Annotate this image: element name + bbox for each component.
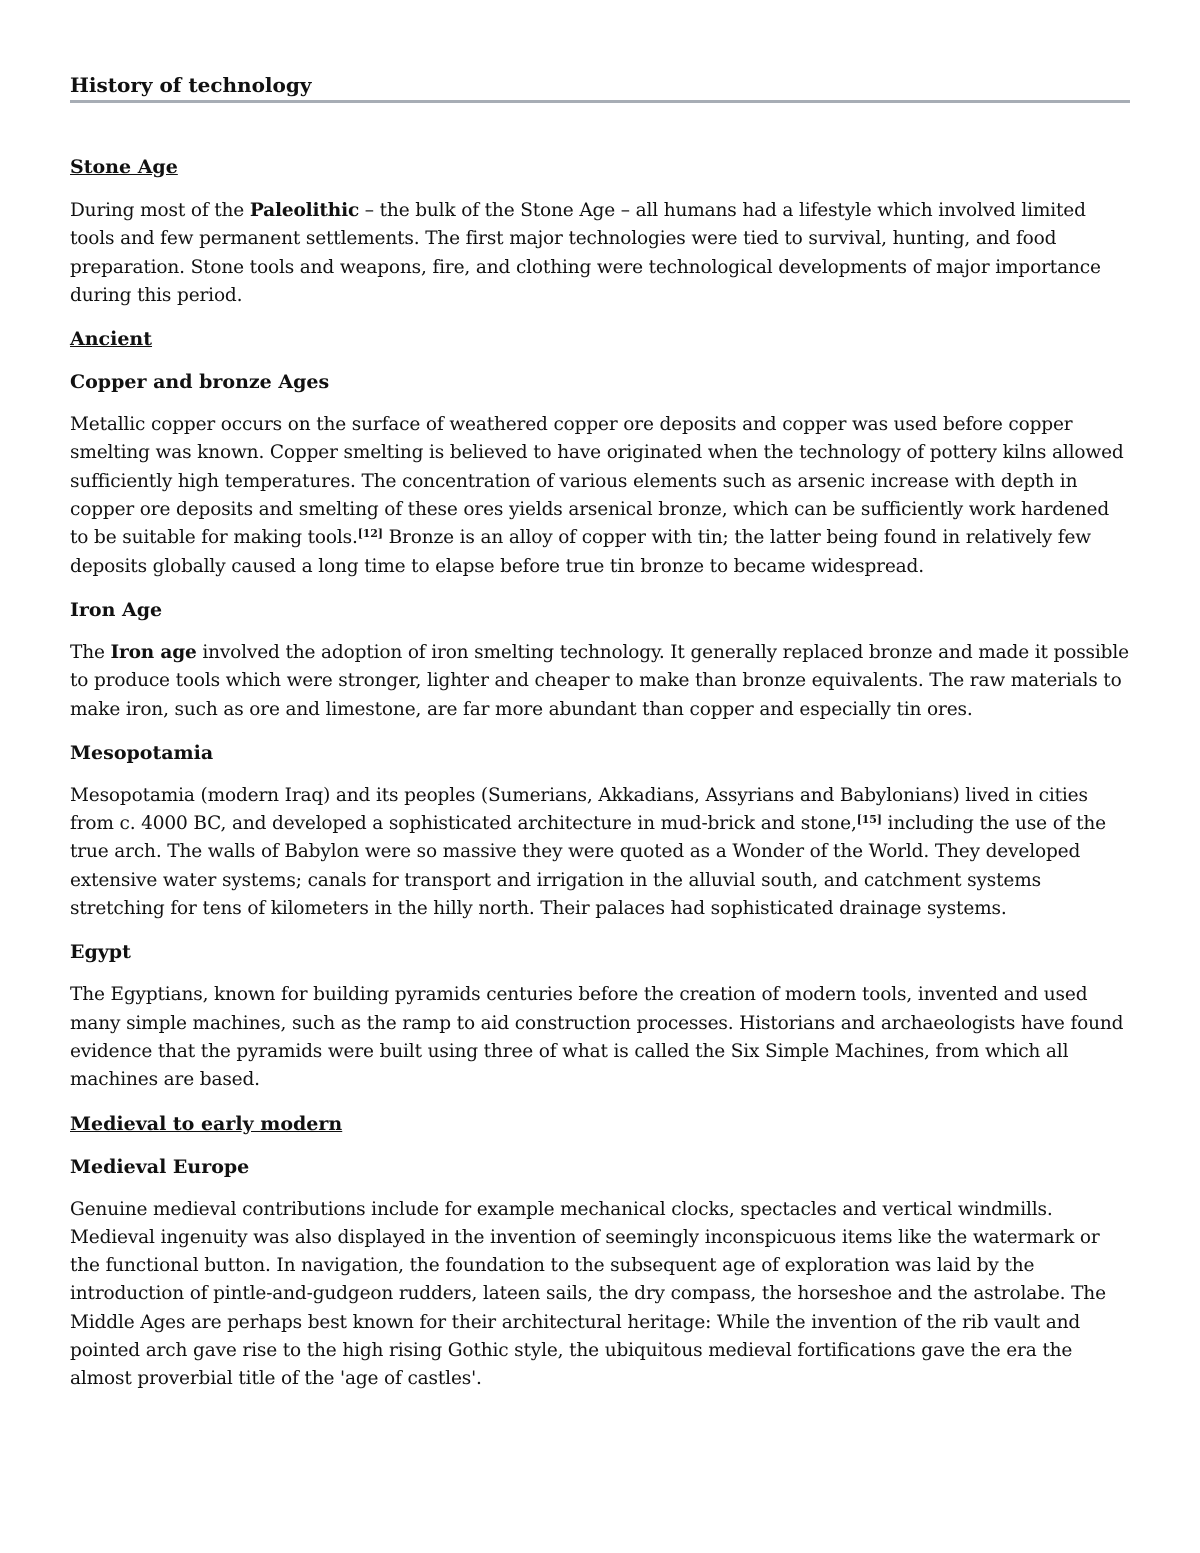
heading-iron-age: Iron Age xyxy=(70,598,163,621)
paragraph-mesopotamia xyxy=(70,782,1130,923)
paragraph-copper-bronze xyxy=(70,411,1130,581)
stone-age-text-end: – the bulk of the Stone Age – all humans had a lifestyle which involved limited tools and few permanent settlements. The first major technologies were tied to survival, hunting, and food preparation. Stone tools and weapons, fire, and clothing were technological developments of major importance during this period. xyxy=(70,200,1101,306)
iron-text-start: The xyxy=(70,641,111,663)
heading-mesopotamia: Mesopotamia xyxy=(70,741,214,764)
heading-copper-bronze: Copper and bronze Ages xyxy=(70,371,330,394)
iron-text-end: involved the adoption of iron smelting technology. It generally replaced bronze and made it possible to produce tools which were stronger, lighter and cheaper to make than bronze equivalents. The raw materials to make iron, such as ore and limestone, are far more abundant than copper and especially tin ores. xyxy=(70,641,1129,720)
paleolithic-term: Paleolithic xyxy=(249,200,360,221)
heading-medieval: Medieval to early modern xyxy=(70,1112,343,1135)
paragraph-stone-age xyxy=(70,197,1130,310)
paragraph-medieval-europe: Genuine medieval contributions include for example mechanical clocks, spectacles and vertical windmills. Medieval ingenuity was also displayed in the invention of seemingly inconspicuous items like the watermark or the functional button. In navigation, the foundation to the subsequent age of exploration was laid by the introduction of pintle-and-gudgeon rudders, lateen sails, the dry compass, the horseshoe and the astrolabe. The Middle Ages are perhaps best known for their architectural heritage: While the invention of the rib vault and pointed arch gave rise to the high rising Gothic style, the ubiquitous medieval fortifications gave the era the almost proverbial title of the 'age of castles'. xyxy=(70,1198,1106,1390)
mesopotamia-text-start: Mesopotamia (modern Iraq) and its peoples (Sumerians, Akkadians, Assyrians and Babylonians) lived in cities from c. 4000 BC, and developed a sophisticated architecture in mud-brick and stone, xyxy=(70,784,1088,835)
document-title: History of technology xyxy=(70,72,1130,103)
document-page xyxy=(70,72,1130,1394)
citation-ref-15[interactable]: [15] xyxy=(856,813,882,827)
paragraph-egypt: The Egyptians, known for building pyramids centuries before the creation of modern tools, invented and used many simple machines, such as the ramp to aid construction processes. Historians and archaeologists have found evidence that the pyramids were built using three of what is called the Six Simple Machines, from which all machines are based. xyxy=(70,984,1124,1091)
heading-egypt: Egypt xyxy=(70,941,131,964)
iron-age-term: Iron age xyxy=(110,641,197,663)
heading-ancient: Ancient xyxy=(70,328,153,351)
heading-stone-age: Stone Age xyxy=(70,156,178,178)
paragraph-iron-age xyxy=(70,639,1130,724)
citation-ref-12[interactable]: [12] xyxy=(357,527,383,541)
heading-medieval-europe: Medieval Europe xyxy=(70,1155,250,1178)
stone-age-text-start: During most of the xyxy=(70,200,250,221)
copper-text-end: Bronze is an alloy of copper with tin; the latter being found in relatively few deposits globally caused a long time to elapse before true tin bronze to became widespread. xyxy=(70,527,1091,577)
copper-text-start: Metallic copper occurs on the surface of weathered copper ore deposits and copper was used before copper smelting was known. Copper smelting is believed to have originated when the technology of pottery kilns allowed sufficiently high temperatures. The concentration of various elements such as arsenic increase with depth in copper ore deposits and smelting of these ores yields arsenical bronze, which can be sufficiently work hardened to be suitable for making tools. xyxy=(70,414,1124,549)
mesopotamia-text-end: including the use of the true arch. The walls of Babylon were so massive they were quoted as a Wonder of the World. They developed extensive water systems; canals for transport and irrigation in the alluvial south, and catchment systems stretching for tens of kilometers in the hilly north. Their palaces had sophisticated drainage systems. xyxy=(70,813,1106,920)
